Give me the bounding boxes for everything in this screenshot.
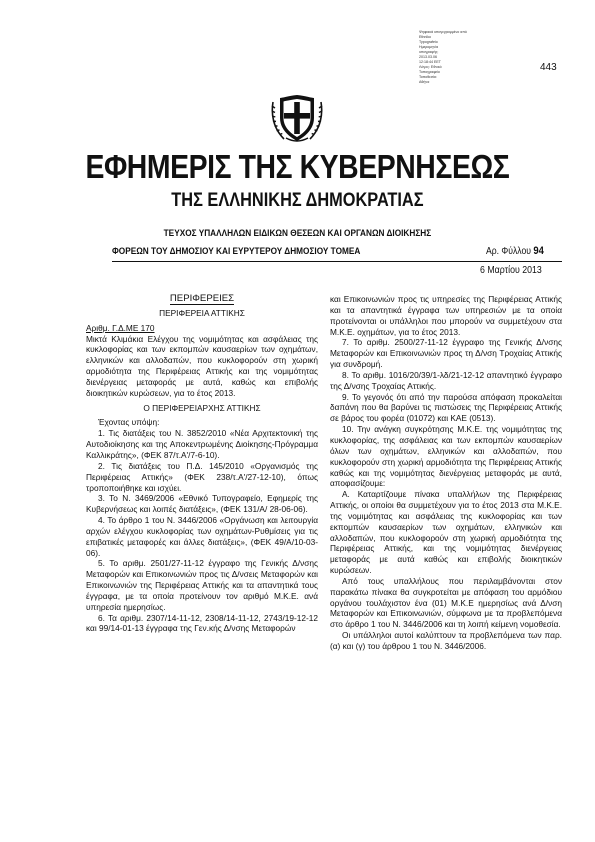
paragraph: 3. Το Ν. 3469/2006 «Εθνικό Τυπογραφείο, Εφημερίς της Κυβερνήσεως και λοιπές διατάξεις», (ΦΕΚ 131/Α/ 28-06-06). — [86, 493, 318, 515]
series-line-2: ΦΟΡΕΩΝ ΤΟΥ ΔΗΜΟΣΙΟΥ ΚΑΙ ΕΥΡΥΤΕΡΟΥ ΔΗΜΟΣΙΟΥ ΤΟΜΕΑ — [112, 246, 361, 257]
stamp-line: Ψηφιακά υπογεγραμμένο από — [419, 30, 467, 34]
stamp-line: Ημερομηνία — [419, 45, 439, 49]
paragraph: 5. Το αριθμ. 2501/27-11-12 έγγραφο της Γενικής Δ/νσης Μεταφορών και Επικοινωνιών προς τις Δ/νσεις Μεταφορών και Επικοινωνιών της Περιφέρειας Αττικής και τα απαντητικά τους έγγραφα, με τα οποία προτείνουν τον αριθμό Μ.Κ.Ε. ανά υπηρεσία ημερησίως. — [86, 558, 318, 612]
series-line-1: ΤΕΥΧΟΣ ΥΠΑΛΛΗΛΩΝ ΕΙΔΙΚΩΝ ΘΕΣΕΩΝ ΚΑΙ ΟΡΓΑΝΩΝ ΔΙΟΙΚΗΣΗΣ — [163, 228, 432, 239]
paragraph: 2. Τις διατάξεις του Π.Δ. 145/2010 «Οργανισμός της Περιφέρειας Αττικής» (ΦΕΚ 238/τ.Α'/27-12-10), όπως τροποποιήθηκε και ισχύει. — [86, 460, 318, 493]
paragraph: 4. Το άρθρο 1 του Ν. 3446/2006 «Οργάνωση και λειτουργία αρχών ελέγχου κυκλοφορίας των οχημάτων-Ρυθμίσεις για τις επιβατικές μεταφορές και άλλες διατάξεις», (ΦΕΚ 49/Α/10-03-06). — [86, 515, 318, 558]
stamp-line: Ethniko — [419, 35, 431, 39]
paragraph: 1. Τις διατάξεις του Ν. 3852/2010 «Νέα Αρχιτεκτονική της Αυτοδιοίκησης και της Αποκεντρωμένης Διοίκησης-Πρόγραμμα Καλλικράτης», (ΦΕΚ 87/τ.Α'/7-6-10). — [86, 428, 318, 460]
sheet-number — [486, 245, 544, 257]
paragraph: 8. Το αριθμ. 1016/20/39/1-λδ/21-12-12 απαντητικό έγγραφο της Δ/νσης Τροχαίας Αττικής. — [330, 369, 562, 391]
paragraph: 6. Τα αριθμ. 2307/14-11-12, 2308/14-11-12, 2743/19-12-12 και 99/14-01-13 έγγραφα της Γεν.κής Δ/νσης Μεταφορών — [86, 612, 318, 634]
stamp-line: Τυπογραφείο — [419, 70, 440, 74]
sheet-number-value: 94 — [533, 245, 544, 257]
paragraph: 10. Την ανάγκη συγκρότησης Μ.Κ.Ε. της νομιμότητας της κυκλοφορίας, της ασφάλειας και των εκπομπών καυσαερίων όλων των οχημάτων, ελληνικών και αλλοδαπών, που κυκλοφορούν στη χωρική αρμοδιότητα της Περιφέρειας Αττικής καθώς και της νομιμότητας διενέργειας μεταφοράς με αυτά, αποφασίζουμε: — [330, 424, 562, 489]
paragraph: 9. Το γεγονός ότι από την παρούσα απόφαση προκαλείται δαπάνη που θα βαρύνει τις πιστώσεις της Περιφέρειας Αττικής σε βάρος του φορέα (01072) και ΚΑΕ (0513). — [330, 391, 562, 424]
paragraph: 7. Το αριθμ. 2500/27-11-12 έγγραφο της Γενικής Δ/νσης Μεταφορών και Επικοινωνιών προς τη Δ/νση Τροχαίας Αττικής για συνδρομή. — [330, 337, 562, 370]
authority-heading: Ο ΠΕΡΙΦΕΡΕΙΑΡΧΗΣ ΑΤΤΙΚΗΣ — [143, 402, 261, 413]
paragraph: Από τους υπαλλήλους που περιλαμβάνονται στον παρακάτω πίνακα θα συγκροτείται με απόφαση του αρμόδιου οργάνου τουλάχιστον ένα (01) Μ.Κ.Ε ημερησίως ανά Δ/νση Μεταφορών και Επικοινωνιών, σύμφωνα με τα προβλεπόμενα στο άρθρο 1 του Ν. 3446/2006 και τη λοιπή κείμενη νομοθεσία. — [330, 575, 562, 630]
right-column — [330, 294, 562, 652]
paragraph: και Επικοινωνιών προς τις υπηρεσίες της Περιφέρειας Αττικής και τα απαντητικά έγγραφα των υπηρεσιών με τα οποία προτείνονται οι υπάλληλοι που μπορούν να συμμετέχουν στα Μ.Κ.Ε. οχημάτων, για το έτος 2013. — [330, 294, 562, 337]
page-number: 443 — [540, 62, 557, 73]
paragraph: Α. Καταρτίζουμε πίνακα υπαλλήλων της Περιφέρειας Αττικής, οι οποίοι θα συμμετέχουν για το έτος 2013 στα Μ.Κ.Ε. της νομιμότητας και ασφάλειας της κυκλοφορίας και των εκπομπών καυσαερίων των οχημάτων, ελληνικών και αλλοδαπών, που κυκλοφορούν στη χωρική αρμοδιότητα της Περιφέρειας Αττικής, και της νομιμότητας διενέργειας μεταφοράς με αυτά καθώς και επιβολής διοικητικών κυρώσεων. — [330, 489, 562, 576]
section-heading: ΠΕΡΙΦΕΡΕΙΕΣ — [169, 293, 235, 304]
stamp-line: Αθήνα — [419, 80, 430, 84]
decision-intro: Μικτά Κλιμάκια Ελέγχου της νομιμότητας και ασφάλειας της κυκλοφορίας και των εκπομπών καυσαερίων των οχημάτων, ελληνικών και αλλοδαπών, που κυκλοφορούν στη χωρική αρμοδιότητα της Περιφέρειας Αττικής και της νομιμότητας διενέργειας μεταφοράς με αυτά, καθώς και επιβολής διοικητικών κυρώσεων, για το έτος 2013. — [86, 333, 318, 398]
stamp-line: Τοποθεσία: — [419, 75, 437, 79]
gazette-title: ΕΦΗΜΕΡΙΣ ΤΗΣ ΚΥΒΕΡΝΗΣΕΩΣ — [85, 148, 510, 185]
stamp-line: 12:18:44 EET — [419, 60, 441, 64]
stamp-line: υπογραφής: — [419, 50, 439, 54]
sheet-label: Αρ. Φύλλου — [486, 246, 531, 257]
greek-coat-of-arms-icon — [270, 92, 324, 144]
gazette-subtitle: ΤΗΣ ΕΛΛΗΝΙΚΗΣ ΔΗΜΟΚΡΑΤΙΑΣ — [171, 190, 424, 211]
stamp-line: Typografeio — [419, 40, 438, 44]
decision-reference: Αριθμ. Γ.Δ.ΜΕ 170 — [86, 322, 155, 333]
header-rule — [112, 261, 562, 262]
signature-stamp — [419, 30, 481, 85]
left-column — [86, 294, 318, 634]
paragraph: Οι υπάλληλοι αυτοί καλύπτουν τα προβλεπόμενα των παρ. (α) και (γ) του άρθρου 1 του Ν. 3446/2006. — [330, 630, 562, 651]
stamp-line: 2013.03.06 — [419, 55, 437, 59]
stamp-line: Λόγος: Εθνικό — [419, 65, 442, 69]
issue-date: 6 Μαρτίου 2013 — [480, 265, 542, 276]
region-heading: ΠΕΡΙΦΕΡΕΙΑ ΑΤΤΙΚΗΣ — [159, 307, 245, 318]
having-regard: Έχοντας υπόψη: — [98, 417, 160, 428]
